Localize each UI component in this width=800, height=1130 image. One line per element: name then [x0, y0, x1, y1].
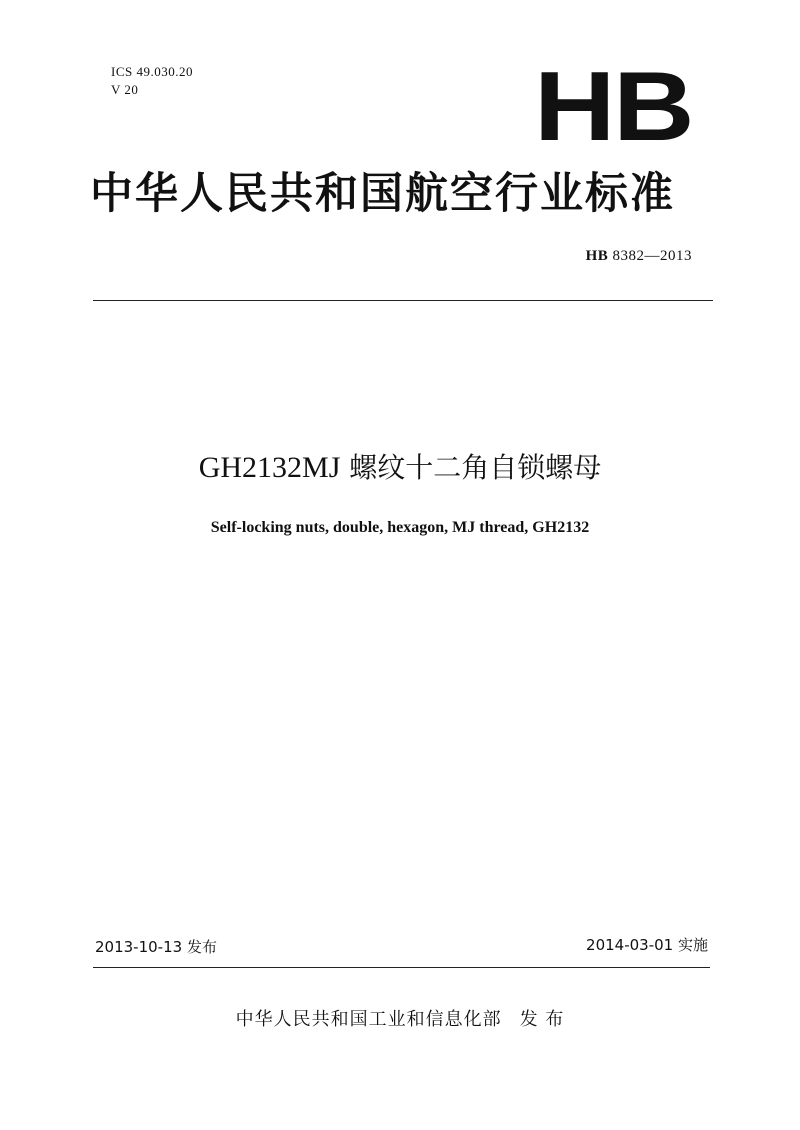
- hb-logo: HB: [534, 51, 693, 161]
- top-divider: [93, 300, 713, 301]
- standard-prefix: HB: [585, 248, 609, 264]
- publisher-line: [0, 1005, 800, 1031]
- implementation-date: 2014-03-01 实施: [586, 936, 708, 954]
- title-code: GH2132MJ: [198, 451, 341, 484]
- title-cn: 螺纹十二角自锁螺母: [349, 451, 602, 484]
- ics-code: ICS 49.030.20: [111, 64, 193, 79]
- standard-number: [586, 248, 692, 265]
- bottom-divider: [93, 967, 710, 968]
- document-title: [0, 448, 800, 488]
- standard-number-value: 8382—2013: [612, 248, 692, 264]
- issue-date: 2013-10-13 发布: [95, 938, 217, 956]
- document-subtitle-en: Self-locking nuts, double, hexagon, MJ thread, GH2132: [210, 519, 590, 536]
- standard-category-title: 中华人民共和国航空行业标准: [90, 169, 675, 219]
- ics-block: [111, 63, 193, 99]
- classification-code: V 20: [111, 82, 139, 97]
- publisher-name: 中华人民共和国工业和信息化部: [235, 1009, 502, 1030]
- publish-word: 发 布: [519, 1009, 565, 1030]
